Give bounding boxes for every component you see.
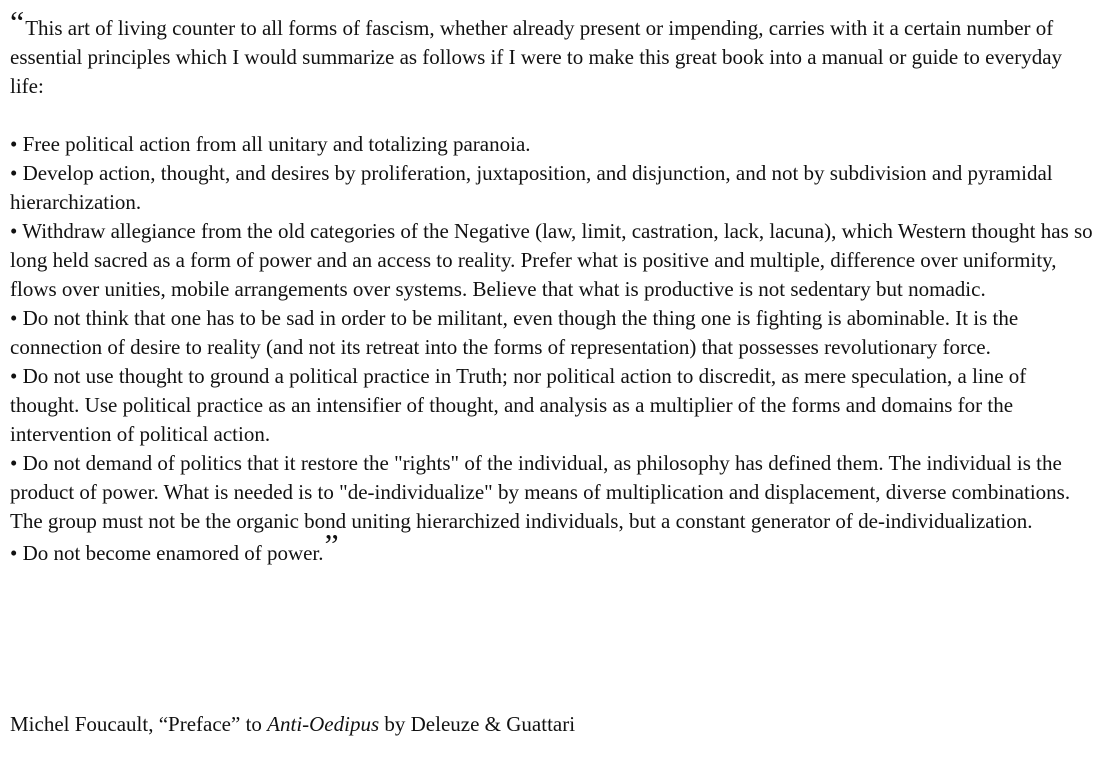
principle-text: Do not think that one has to be sad in order to be militant, even though the thing one is fighting is abominable. It is the connection of desire to reality (and not its retreat into the forms of representation) that possesses revolutionary force. bbox=[10, 306, 1019, 359]
principle-item bbox=[10, 304, 1096, 362]
bullet-mark: • bbox=[10, 451, 18, 475]
principle-item bbox=[10, 130, 1096, 159]
principle-item bbox=[10, 159, 1096, 217]
attribution-suffix: by Deleuze & Guattari bbox=[379, 712, 576, 736]
bullet-mark: • bbox=[10, 132, 18, 156]
closing-quote-mark: ” bbox=[324, 527, 339, 563]
principle-item bbox=[10, 217, 1096, 304]
principle-text: Do not become enamored of power. bbox=[22, 541, 324, 565]
quote-block bbox=[10, 4, 1096, 568]
work-title: Anti-Oedipus bbox=[267, 712, 380, 736]
bullet-mark: • bbox=[10, 306, 18, 330]
attribution-line bbox=[10, 710, 575, 739]
principle-item bbox=[10, 362, 1096, 449]
principle-text: Free political action from all unitary and totalizing paranoia. bbox=[22, 132, 531, 156]
principle-text: Develop action, thought, and desires by proliferation, juxtaposition, and disjunction, and not by subdivision and pyramidal hierarchization. bbox=[10, 161, 1053, 214]
principle-text: Do not demand of politics that it restore the "rights" of the individual, as philosophy has defined them. The individual is the product of power. What is needed is to "de-individualize" by means of multiplication and displacement, diverse combinations. The group must not be the organic bond uniting hierarchized individuals, but a constant generator of de-individualization. bbox=[10, 451, 1071, 533]
bullet-mark: • bbox=[10, 541, 18, 565]
bullet-mark: • bbox=[10, 219, 18, 243]
opening-quote-mark: “ bbox=[10, 4, 25, 40]
principle-item bbox=[10, 527, 1096, 568]
quote-intro-paragraph bbox=[10, 4, 1096, 101]
attribution-prefix: Michel Foucault, “Preface” to bbox=[10, 712, 268, 736]
principle-item bbox=[10, 449, 1096, 536]
principle-text: Withdraw allegiance from the old categories of the Negative (law, limit, castration, lack, lacuna), which Western thought has so long held sacred as a form of power and an access to reality. Prefer what is positive and multiple, difference over uniformity, flows over unities, mobile arrangements over systems. Believe that what is productive is not sedentary but nomadic. bbox=[10, 219, 1093, 301]
principle-text: Do not use thought to ground a political practice in Truth; nor political action to discredit, as mere speculation, a line of thought. Use political practice as an intensifier of thought, and analysis as a multiplier of the forms and domains for the intervention of political action. bbox=[10, 364, 1027, 446]
bullet-mark: • bbox=[10, 364, 18, 388]
quote-intro-text: This art of living counter to all forms of fascism, whether already present or impending, carries with it a certain number of essential principles which I would summarize as follows if I were to make this great book into a manual or guide to everyday life: bbox=[10, 16, 1063, 98]
bullet-mark: • bbox=[10, 161, 18, 185]
